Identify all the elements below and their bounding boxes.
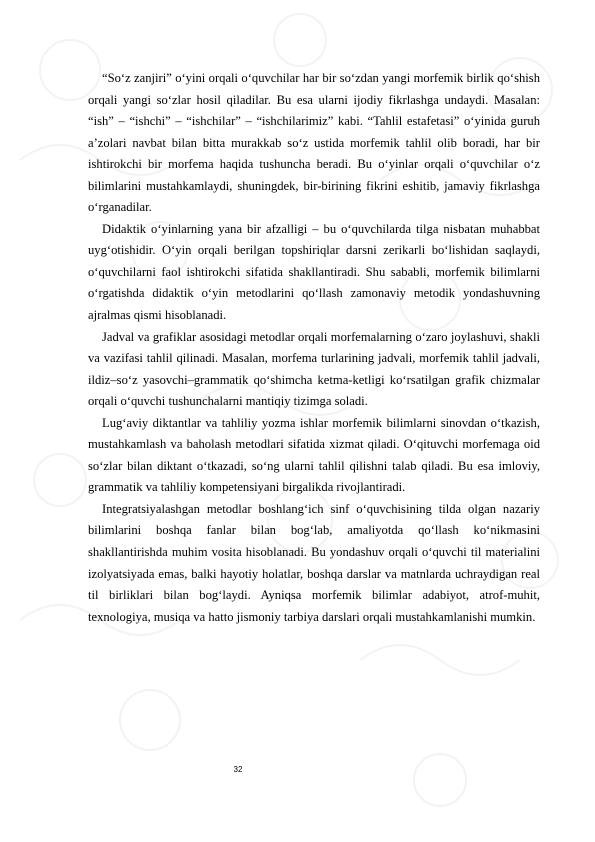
page-number: 32	[233, 765, 243, 774]
document-page	[88, 68, 540, 628]
paragraph-word-chain-game: “So‘z zanjiri” o‘yini orqali o‘quvchilar har bir so‘zdan yangi morfemik birlik qo‘shish orqali yangi so‘zlar hosil qiladilar. Bu esa ularni ijodiy fikrlashga undaydi. Masalan: “ish” – “ishchi” – “ishchilar” – “ishchilarimiz” kabi. “Tahlil estafetasi” o‘yinida guruh a’zolari navbat bilan bitta murakkab so‘z ustida morfemik tahlil olib boradi, har bir ishtirokchi bir morfema haqida tushuncha beradi. Bu o‘yinlar orqali o‘quvchilar o‘z bilimlarini mustahkamlaydi, shuningdek, bir-birining fikrini eshitib, jamaviy fikrlashga o‘rganadilar.	[88, 71, 540, 215]
paragraph-tables-and-graphs: Jadval va grafiklar asosidagi metodlar orqali morfemalarning o‘zaro joylashuvi, shakli va vazifasi tahlil qilinadi. Masalan, morfema turlarining jadvali, morfemik tahlil jadvali, ildiz–so‘z yasovchi–grammatik qo‘shimcha ketma-ketligi ko‘rsatilgan grafik chizmalar orqali o‘quvchi tushunchalarni mantiqiy tizimga soladi.	[88, 329, 540, 409]
paragraph-lexical-dictations: Lug‘aviy diktantlar va tahliliy yozma ishlar morfemik bilimlarni sinovdan o‘tkazish, mustahkamlash va baholash metodlari sifatida xizmat qiladi. O‘qituvchi morfemaga oid so‘zlar bilan diktant o‘tkazadi, so‘ng ularni tahlil qilishni talab qiladi. Bu esa imloviy, grammatik va tahliliy kompetensiyani birgalikda rivojlantiradi.	[88, 415, 540, 495]
paragraph-didactic-games: Didaktik o‘yinlarning yana bir afzalligi – bu o‘quvchilarda tilga nisbatan muhabbat uyg‘otishidir. O‘yin orqali berilgan topshiriqlar darsni zerikarli bo‘lishidan saqlaydi, o‘quvchilarni faol ishtirokchi sifatida shakllantiradi. Shu sababli, morfemik bilimlarni o‘rgatishda didaktik o‘yin metodlarini qo‘llash zamonaviy metodik yondashuvning ajralmas qismi hisoblanadi.	[88, 221, 540, 323]
paragraph-integrated-methods: Integratsiyalashgan metodlar boshlang‘ich sinf o‘quvchisining tilda olgan nazariy bilimlarini boshqa fanlar bilan bog‘lab, amaliyotda qo‘llash ko‘nikmasini shakllantirishda muhim vosita hisoblanadi. Bu yondashuv orqali o‘quvchi til materialini izolyatsiyada emas, balki hayotiy holatlar, boshqa darslar va matnlarda uchraydigan real til birliklari bilan bog‘laydi. Ayniqsa morfemik bilimlar adabiyot, atrof-muhit, texnologiya, musiqa va hatto jismoniy tarbiya darslari orqali mustahkamlanishi mumkin.	[88, 501, 540, 624]
